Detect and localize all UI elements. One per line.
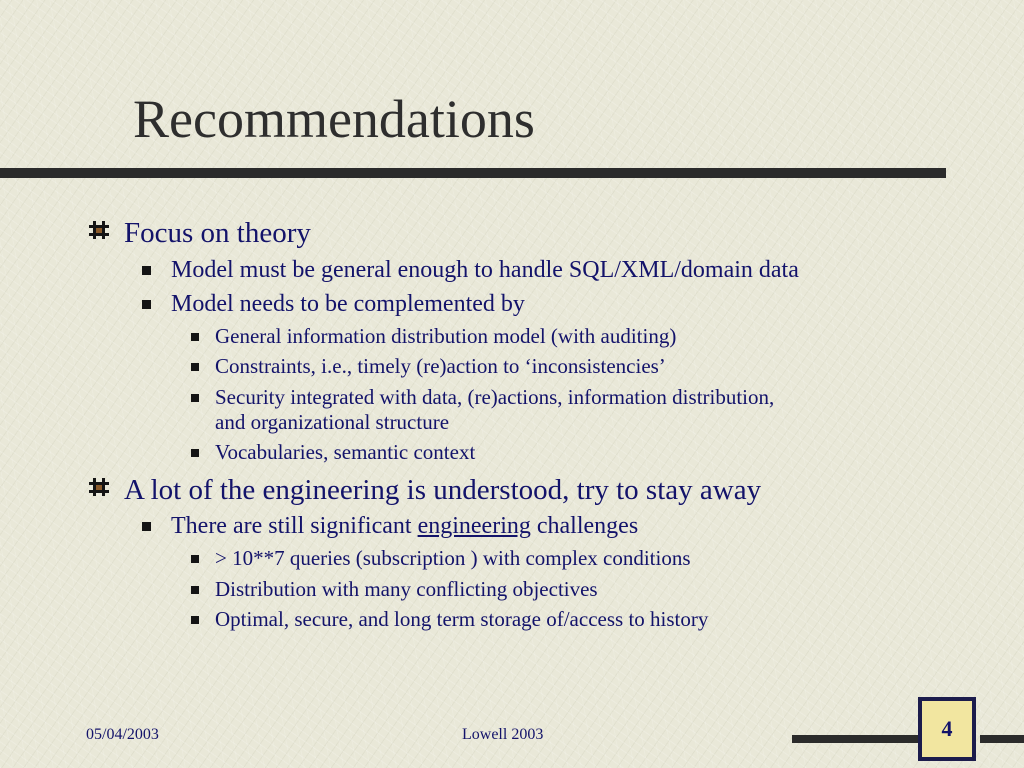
title-divider bbox=[0, 168, 946, 178]
square-bullet-icon bbox=[191, 616, 199, 624]
sub-sub-bullet bbox=[215, 324, 676, 349]
sub-sub-bullet-text: Optimal, secure, and long term storage of/access to history bbox=[215, 607, 709, 631]
sub-sub-bullet-text: Constraints, i.e., timely (re)action to ‘inconsistencies’ bbox=[215, 354, 666, 378]
sub-bullet bbox=[171, 256, 799, 284]
sub-sub-bullet-text: Distribution with many conflicting objectives bbox=[215, 577, 598, 601]
square-bullet-icon bbox=[191, 555, 199, 563]
hash-bullet-icon bbox=[88, 476, 110, 498]
underlined-word: engineering bbox=[417, 513, 531, 539]
sub-bullet-text: Model must be general enough to handle SQL/XML/domain data bbox=[171, 257, 799, 283]
sub-sub-bullet bbox=[215, 577, 598, 602]
slide-title: Recommendations bbox=[133, 89, 535, 149]
sub-bullet bbox=[171, 290, 525, 318]
sub-sub-bullet bbox=[215, 385, 774, 410]
sub-sub-bullet bbox=[215, 607, 708, 632]
bullet-text: A lot of the engineering is understood, try to stay away bbox=[124, 474, 762, 506]
footer-center-text: Lowell 2003 bbox=[462, 726, 544, 743]
sub-sub-bullet bbox=[215, 546, 691, 571]
sub-sub-bullet-text: and organizational structure bbox=[215, 410, 450, 434]
sub-bullet-text-before: There are still significant bbox=[171, 513, 418, 539]
square-bullet-icon bbox=[191, 363, 199, 371]
square-bullet-icon bbox=[142, 266, 151, 275]
square-bullet-icon bbox=[142, 522, 151, 531]
bullet-engineering bbox=[124, 473, 761, 507]
bullet-text: Focus on theory bbox=[124, 217, 311, 249]
sub-sub-bullet bbox=[215, 440, 475, 465]
footer-divider-left bbox=[792, 735, 920, 743]
square-bullet-icon bbox=[191, 449, 199, 457]
bullet-focus-on-theory bbox=[124, 216, 311, 250]
slide-number: 4 bbox=[918, 697, 976, 761]
square-bullet-icon bbox=[191, 394, 199, 402]
sub-bullet-text: Model needs to be complemented by bbox=[171, 291, 525, 317]
footer-date: 05/04/2003 bbox=[86, 726, 159, 743]
square-bullet-icon bbox=[191, 333, 199, 341]
sub-sub-bullet-text: Vocabularies, semantic context bbox=[215, 440, 476, 464]
footer-divider-right bbox=[980, 735, 1024, 743]
sub-sub-bullet-text: > 10**7 queries (subscription ) with complex conditions bbox=[215, 546, 691, 570]
sub-sub-bullet bbox=[215, 354, 666, 379]
square-bullet-icon bbox=[191, 586, 199, 594]
sub-sub-bullet-continuation bbox=[215, 410, 449, 435]
square-bullet-icon bbox=[142, 300, 151, 309]
sub-sub-bullet-text: Security integrated with data, (re)actions, information distribution, bbox=[215, 385, 775, 409]
sub-bullet-text-after: challenges bbox=[530, 513, 639, 539]
hash-bullet-icon bbox=[88, 219, 110, 241]
sub-bullet bbox=[171, 512, 638, 540]
sub-sub-bullet-text: General information distribution model (with auditing) bbox=[215, 324, 677, 348]
